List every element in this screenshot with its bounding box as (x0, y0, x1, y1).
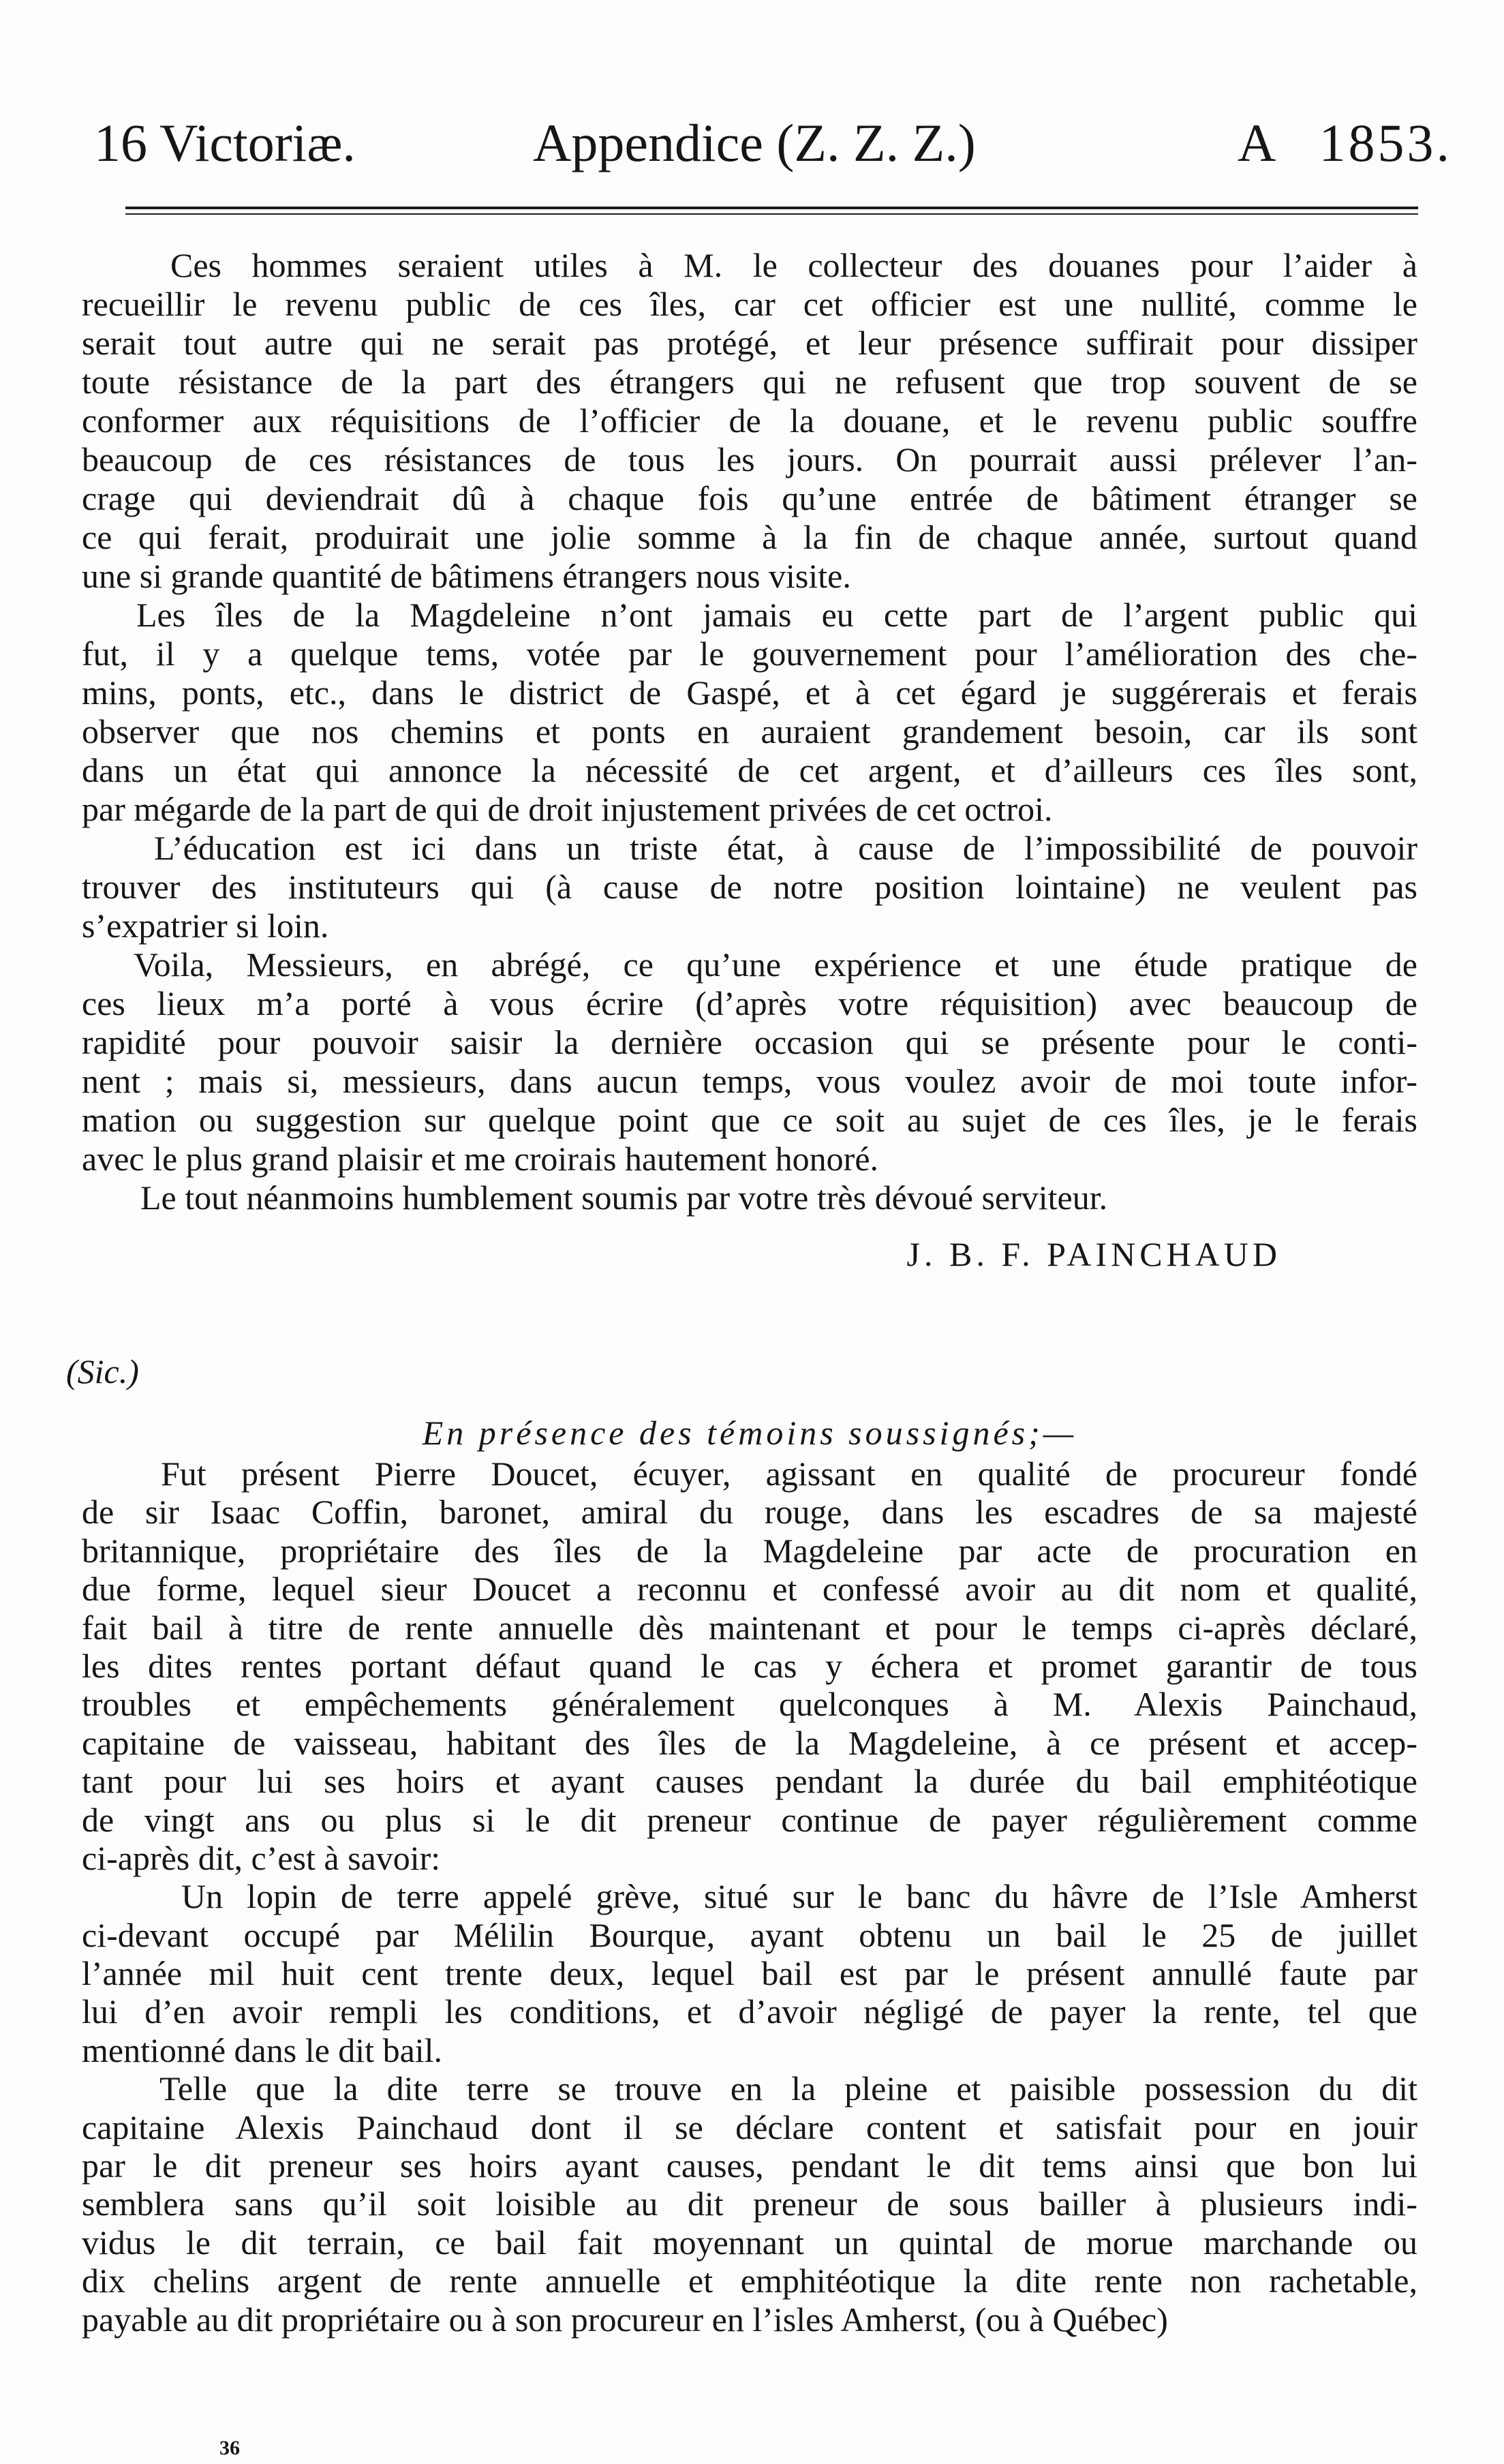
letter-line: toute résistance de la part des étrangers qui ne refusent que trop souvent de se (82, 363, 1417, 401)
letter-paragraph-2 (82, 596, 1417, 829)
deed-line: dix chelins argent de rente annuelle et emphitéotique la dite rente non rachetable, (82, 2262, 1417, 2300)
letter-line: serait tout autre qui ne serait pas protégé, et leur présence suffirait pour dissiper (82, 324, 1417, 362)
letter-line: crage qui deviendrait dû à chaque fois qu’une entrée de bâtiment étranger se (82, 479, 1417, 517)
deed-line: de sir Isaac Coffin, baronet, amiral du rouge, dans les escadres de sa majesté (82, 1493, 1417, 1532)
letter-line: beaucoup de ces résistances de tous les jours. On pourrait aussi prélever l’an- (82, 440, 1417, 478)
deed-paragraph-1 (82, 1455, 1417, 1877)
letter-line: mation ou suggestion sur quelque point que ce soit au sujet de ces îles, je le ferais (82, 1101, 1417, 1139)
deed-line: Telle que la dite terre se trouve en la pleine et paisible possession du dit (159, 2069, 1417, 2108)
letter-line: fut, il y a quelque tems, votée par le gouvernement pour l’amélioration des che- (82, 635, 1417, 673)
letter-line: mins, ponts, etc., dans le district de Gaspé, et à cet égard je suggérerais et ferais (82, 673, 1417, 712)
letter-line: Ces hommes seraient utiles à M. le collecteur des douanes pour l’aider à (170, 246, 1417, 284)
letter-line: ce qui ferait, produirait une jolie somme à la fin de chaque année, surtout quand (82, 518, 1417, 556)
letter-line: rapidité pour pouvoir saisir la dernière occasion qui se présente pour le conti- (82, 1023, 1417, 1061)
signature-mark: 36 (219, 2437, 240, 2459)
deed-line: ci-après dit, c’est à savoir: (82, 1838, 441, 1877)
letter-line: par mégarde de la part de qui de droit injustement privées de cet octroi. (82, 790, 1053, 828)
deed-line: les dites rentes portant défaut quand le cas y échera et promet garantir de tous (82, 1646, 1417, 1685)
letter-line: observer que nos chemins et ponts en auraient grandement besoin, car ils sont (82, 712, 1417, 750)
deed-line: payable au dit propriétaire ou à son procureur en l’isles Amherst, (ou à Québec) (82, 2300, 1168, 2339)
deed-paragraph-2 (82, 1877, 1417, 2069)
letter-line: s’expatrier si loin. (82, 907, 329, 945)
letter-line: recueillir le revenu public de ces îles, car cet officier est une nullité, comme le (82, 285, 1417, 323)
deed-line: due forme, lequel sieur Doucet a reconnu et confessé avoir au dit nom et qualité, (82, 1570, 1417, 1609)
letter-paragraph-1 (82, 246, 1417, 596)
deed-line: ci-devant occupé par Mélilin Bourque, ayant obtenu un bail le 25 de juillet (82, 1915, 1417, 1954)
deed-line: capitaine Alexis Painchaud dont il se déclare content et satisfait pour en jouir (82, 2108, 1417, 2146)
header-rule-thin (125, 213, 1418, 215)
letter-line: avec le plus grand plaisir et me croirais hautement honoré. (82, 1140, 879, 1178)
letter-paragraph-4 (82, 945, 1417, 1178)
letter-line: L’éducation est ici dans un triste état, à cause de l’impossibilité de pouvoir (154, 829, 1417, 867)
deed-line: de vingt ans ou plus si le dit preneur continue de payer régulièrement comme (82, 1800, 1417, 1839)
deed-heading: En présence des témoins soussignés;— (422, 1414, 1077, 1452)
deed-line: tant pour lui ses hoirs et ayant causes pendant la durée du bail emphitéotique (82, 1762, 1417, 1801)
deed-line: vidus le dit terrain, ce bail fait moyennant un quintal de morue marchande ou (82, 2223, 1417, 2262)
letter-line: trouver des instituteurs qui (à cause de notre position lointaine) ne veulent pas (82, 868, 1417, 906)
letter-paragraph-5 (82, 1178, 1417, 1217)
deed-line: semblera sans qu’il soit loisible au dit preneur de sous bailler à plusieurs indi- (82, 2185, 1417, 2223)
running-head-appendix: Appendice (Z. Z. Z.) (533, 113, 976, 172)
letter-line: conformer aux réquisitions de l’officier de la douane, et le revenu public souffre (82, 401, 1417, 440)
letter-line: dans un état qui annonce la nécessité de cet argent, et d’ailleurs ces îles sont, (82, 751, 1417, 789)
deed-body (82, 1455, 1417, 2339)
deed-paragraph-3 (82, 2069, 1417, 2339)
letter-line: une si grande quantité de bâtimens étrangers nous visite. (82, 557, 851, 595)
letter-line: nent ; mais si, messieurs, dans aucun temps, vous voulez avoir de moi toute infor- (82, 1062, 1417, 1100)
header-rule-thick (125, 207, 1418, 209)
running-head-session: 16 Victoriæ. (94, 113, 356, 172)
letter-line: ces lieux m’a porté à vous écrire (d’après votre réquisition) avec beaucoup de (82, 984, 1417, 1022)
running-head-year: A 1853. (1238, 113, 1453, 172)
deed-line: troubles et empêchements généralement quelconques à M. Alexis Painchaud, (82, 1685, 1417, 1724)
letter-signature: J. B. F. PAINCHAUD (906, 1235, 1281, 1273)
deed-line: Un lopin de terre appelé grève, situé sur le banc du hâvre de l’Isle Amherst (181, 1877, 1417, 1916)
deed-line: l’année mil huit cent trente deux, lequel bail est par le présent annullé faute par (82, 1954, 1417, 1993)
deed-line: britannique, propriétaire des îles de la Magdeleine par acte de procuration en (82, 1531, 1417, 1570)
letter-line: Le tout néanmoins humblement soumis par votre très dévoué serviteur. (140, 1178, 1108, 1217)
deed-line: mentionné dans le dit bail. (82, 2030, 443, 2069)
deed-line: par le dit preneur ses hoirs ayant causes, pendant le dit tems ainsi que bon lui (82, 2146, 1417, 2185)
letter-line: Voila, Messieurs, en abrégé, ce qu’une expérience et une étude pratique de (134, 945, 1417, 984)
deed-line: capitaine de vaisseau, habitant des îles de la Magdeleine, à ce présent et accep- (82, 1723, 1417, 1762)
letter-line: Les îles de la Magdeleine n’ont jamais eu cette part de l’argent public qui (136, 596, 1417, 634)
deed-line: lui d’en avoir rempli les conditions, et d’avoir négligé de payer la rente, tel que (82, 1992, 1417, 2031)
deed-line: Fut présent Pierre Doucet, écuyer, agissant en qualité de procureur fondé (161, 1455, 1417, 1493)
deed-line: fait bail à titre de rente annuelle dès maintenant et pour le temps ci-après déclaré, (82, 1608, 1417, 1647)
letter-paragraph-3 (82, 829, 1417, 945)
letter-body (82, 246, 1417, 1274)
sic-annotation: (Sic.) (66, 1352, 139, 1390)
